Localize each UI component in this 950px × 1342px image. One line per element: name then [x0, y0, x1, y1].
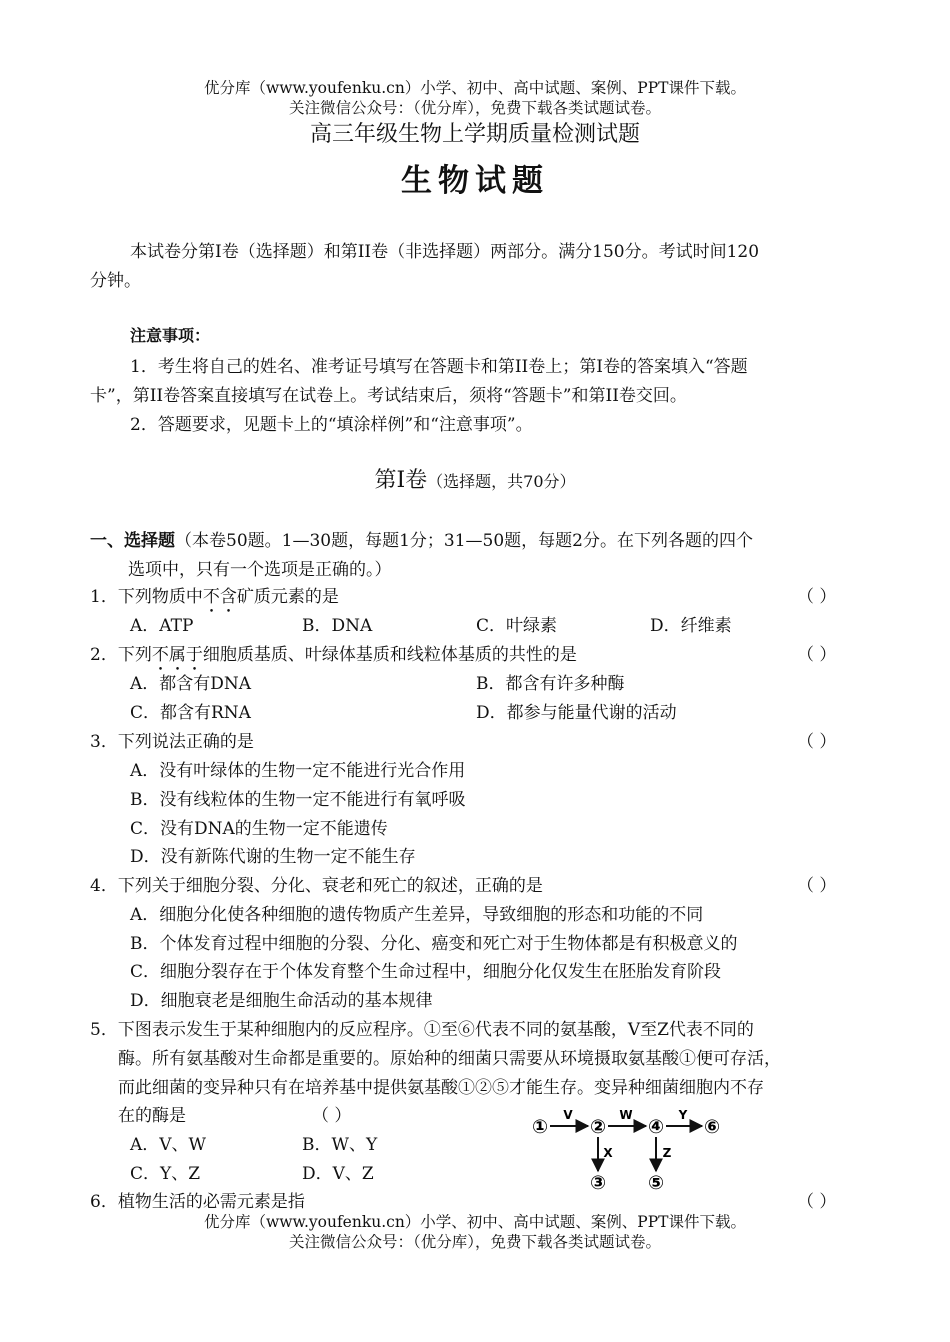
question-1-option-d: D．纤维素	[650, 616, 732, 636]
exam-subtitle: 高三年级生物上学期质量检测试题	[309, 122, 640, 147]
notes-heading: 注意事项：	[130, 326, 211, 345]
node-6: ⑥	[703, 1116, 721, 1138]
intro-line-1: 本试卷分第I卷（选择题）和第II卷（非选择题）两部分。满分150分。考试时间120	[130, 242, 760, 262]
question-3-option-a: A．没有叶绿体的生物一定不能进行光合作用	[130, 761, 466, 781]
enzyme-x-label: X	[603, 1146, 613, 1160]
amino-acid-pathway-diagram	[528, 1105, 728, 1195]
question-1-answer-paren: （ ）	[797, 587, 837, 607]
question-1-option-c: C．叶绿素	[476, 616, 558, 636]
footer-line-2: 关注微信公众号：（优分库），免费下载各类试题试卷。	[288, 1233, 661, 1251]
question-4-option-c: C．细胞分裂存在于个体发育整个生命过程中，细胞分化仅发生在胚胎发育阶段	[130, 962, 722, 982]
question-1-emphasis: 不含	[202, 587, 237, 607]
question-3-stem: 3．下列说法正确的是	[90, 732, 254, 752]
exam-title: 生物试题	[401, 163, 549, 199]
question-5-option-c: C．Y、Z	[130, 1164, 201, 1184]
node-1: ①	[531, 1116, 549, 1138]
question-5-line-2: 酶。所有氨基酸对生命都是重要的。原始种的细菌只需要从环境摄取氨基酸①便可存活，	[118, 1049, 781, 1069]
question-5-option-a: A．V、W	[130, 1135, 207, 1155]
question-5-line-3: 而此细菌的变异种只有在培养基中提供氨基酸①②⑤才能生存。变异种细菌细胞内不存	[118, 1078, 764, 1098]
question-1-stem-post: 矿质元素的是	[236, 587, 339, 607]
question-6-answer-paren: （ ）	[797, 1192, 837, 1212]
part1-label: 一、选择题	[90, 531, 175, 551]
part1-header	[90, 526, 753, 551]
question-4-answer-paren: （ ）	[797, 876, 837, 896]
question-2-option-b: B．都含有许多种酶	[476, 674, 625, 694]
enzyme-z-label: Z	[662, 1146, 672, 1160]
question-5-answer-paren: （ ）	[312, 1106, 352, 1126]
enzyme-w-label: W	[619, 1108, 633, 1122]
section-title-paren: （选择题，共70分）	[427, 472, 576, 491]
question-5-line-1: 5．下图表示发生于某种细胞内的反应程序。①至⑥代表不同的氨基酸，V至Z代表不同的	[90, 1020, 754, 1040]
node-5: ⑤	[647, 1172, 665, 1194]
question-5-option-b: B．W、Y	[302, 1135, 378, 1155]
node-2: ②	[589, 1116, 607, 1138]
node-4: ④	[647, 1116, 665, 1138]
question-4-option-a: A．细胞分化使各种细胞的遗传物质产生差异，导致细胞的形态和功能的不同	[130, 905, 704, 925]
enzyme-y-label: Y	[678, 1108, 688, 1122]
question-2-option-d: D．都参与能量代谢的活动	[476, 703, 677, 723]
question-1-option-b: B．DNA	[302, 616, 373, 636]
question-2-stem-pre: 2．下列	[90, 645, 152, 665]
question-2-emphasis: 不属于	[151, 645, 203, 665]
header-line-1: 优分库（www.youfenku.cn）小学、初中、高中试题、案例、PPT课件下载。	[203, 79, 747, 97]
question-2-answer-paren: （ ）	[797, 645, 837, 665]
question-5-line-4: 在的酶是	[118, 1106, 186, 1126]
question-5-option-d: D．V、Z	[302, 1164, 374, 1184]
question-1-option-a: A．ATP	[130, 616, 194, 636]
notes-item-2: 2．答题要求，见题卡上的“填涂样例”和“注意事项”。	[130, 415, 533, 435]
question-4-option-d: D．细胞衰老是细胞生命活动的基本规律	[130, 991, 433, 1011]
notes-item-1-line-1: 1．考生将自己的姓名、准考证号填写在答题卡和第II卷上；第I卷的答案填入“答题	[130, 357, 748, 377]
intro-line-2: 分钟。	[90, 271, 141, 291]
question-4-stem: 4．下列关于细胞分裂、分化、衰老和死亡的叙述，正确的是	[90, 876, 543, 896]
question-3-option-d: D．没有新陈代谢的生物一定不能生存	[130, 847, 416, 867]
question-6-stem: 6．植物生活的必需元素是指	[90, 1192, 305, 1212]
part1-desc-line-1: （本卷50题。1—30题，每题1分；31—50题，每题2分。在下列各题的四个	[175, 531, 753, 551]
header-line-2: 关注微信公众号：（优分库），免费下载各类试题试卷。	[288, 99, 661, 117]
section-title: 第I卷	[374, 468, 428, 493]
question-2-option-a: A．都含有DNA	[130, 674, 252, 694]
part1-desc-line-2: 选项中，只有一个选项是正确的。）	[128, 560, 392, 580]
question-3-option-b: B．没有线粒体的生物一定不能进行有氧呼吸	[130, 790, 466, 810]
section-heading	[0, 463, 950, 494]
question-3-answer-paren: （ ）	[797, 732, 837, 752]
node-3: ③	[589, 1172, 607, 1194]
question-1-stem-pre: 1．下列物质中	[90, 587, 203, 607]
question-2-option-c: C．都含有RNA	[130, 703, 251, 723]
question-3-option-c: C．没有DNA的生物一定不能遗传	[130, 819, 388, 839]
enzyme-v-label: V	[563, 1108, 573, 1122]
question-2-stem-post: 细胞质基质、叶绿体基质和线粒体基质的共性的是	[202, 645, 577, 665]
question-4-option-b: B．个体发育过程中细胞的分裂、分化、癌变和死亡对于生物体都是有积极意义的	[130, 934, 738, 954]
notes-item-1-line-2: 卡”，第II卷答案直接填写在试卷上。考试结束后，须将“答题卡”和第II卷交回。	[90, 386, 687, 406]
footer-line-1: 优分库（www.youfenku.cn）小学、初中、高中试题、案例、PPT课件下载。	[203, 1213, 747, 1231]
